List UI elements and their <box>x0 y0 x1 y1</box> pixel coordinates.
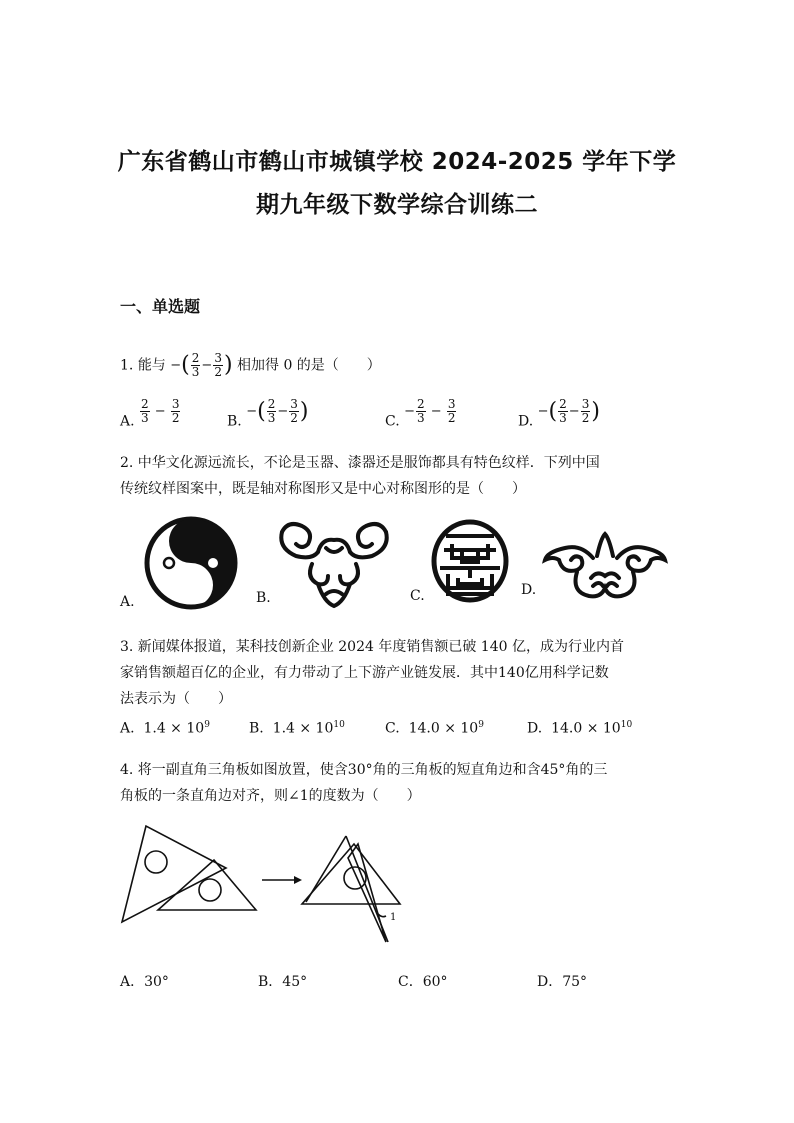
question-4-option-c[interactable]: C．60° <box>398 974 448 990</box>
question-4-option-a[interactable]: A．30° <box>120 974 169 990</box>
question-3-line3: 法表示为（ ） <box>120 691 232 707</box>
auspicious-cloud-pattern <box>541 530 669 602</box>
yin-yang-pattern <box>142 514 240 612</box>
question-3-option-d[interactable]: D. $14.0 \times 10^{10}$ <box>527 720 633 737</box>
triangle-hole <box>145 851 167 873</box>
question-3-option-a[interactable]: A. $1.4 \times 10^9$ <box>120 720 210 737</box>
question-3-stem <box>120 634 680 712</box>
question-1-expression: −( $\frac{2}{3}$ − $\frac{3}{2}$ ) <box>170 351 233 379</box>
question-1-option-b[interactable]: B. −( $\frac{2}{3}$ − $\frac{3}{2}$ ) <box>227 397 309 430</box>
question-2-option-d-label[interactable]: D. <box>521 582 537 598</box>
question-2-option-a-label[interactable]: A. <box>120 594 135 610</box>
question-4-option-b[interactable]: B．45° <box>258 974 308 990</box>
thirty-degree-triangle-edge <box>348 844 386 942</box>
question-2-option-b-label[interactable]: B. <box>256 590 271 606</box>
question-1-pre: 能与 <box>137 357 166 374</box>
question-3-option-b[interactable]: B. $1.4 \times 10^{10}$ <box>249 720 345 737</box>
question-1-stem <box>120 352 680 379</box>
question-1-post: 相加得 0 的是（ ） <box>237 357 381 374</box>
question-3-line1: 3. 新闻媒体报道，某科技创新企业 2024 年度销售额已破 140 亿，成为行业内首 <box>120 639 624 655</box>
question-4-line1: 4. 将一副直角三角板如图放置，使含30°角的三角板的短直角边和含45°角的三 <box>120 762 608 778</box>
longevity-medallion-pattern <box>430 518 510 604</box>
question-number: 1. <box>120 357 134 374</box>
question-4-stem <box>120 757 695 809</box>
angle-1-label: 1 <box>390 912 397 923</box>
page-title-line2: 期九年级下数学综合训练二 <box>256 192 538 218</box>
question-4-option-d[interactable]: D．75° <box>537 974 588 990</box>
question-2-line2: 传统纹样图案中，既是轴对称图形又是中心对称图形的是（ ） <box>120 481 526 497</box>
question-3-line2: 家销售额超百亿的企业，有力带动了上下游产业链发展．其中140亿用科学记数 <box>120 665 609 681</box>
triangle-boards-figure <box>116 822 416 946</box>
question-4-line2: 角板的一条直角边对齐，则∠1的度数为（ ） <box>120 788 421 804</box>
thirty-degree-triangle-left <box>122 826 226 922</box>
question-1-option-a[interactable]: A. $\frac{2}{3}$ − $\frac{3}{2}$ <box>120 397 180 430</box>
question-2-stem <box>120 450 680 502</box>
question-1-option-c[interactable]: C. − $\frac{2}{3}$ − $\frac{3}{2}$ <box>385 397 456 430</box>
page-title-line1: 广东省鹤山市鹤山市城镇学校 2024-2025 学年下学 <box>117 149 677 175</box>
question-2-option-c-label[interactable]: C. <box>410 588 425 604</box>
question-3-option-c[interactable]: C. $14.0 \times 10^9$ <box>385 720 484 737</box>
forty-five-degree-triangle-left <box>158 860 256 910</box>
section-heading: 一、单选题 <box>120 297 201 316</box>
question-1-option-d[interactable]: D. −( $\frac{2}{3}$ − $\frac{3}{2}$ ) <box>518 397 600 430</box>
triangle-hole <box>199 879 221 901</box>
cloud-motif-b-pattern <box>278 518 390 610</box>
question-2-line1: 2. 中华文化源远流长，不论是玉器、漆器还是服饰都具有特色纹样．下列中国 <box>120 455 600 471</box>
